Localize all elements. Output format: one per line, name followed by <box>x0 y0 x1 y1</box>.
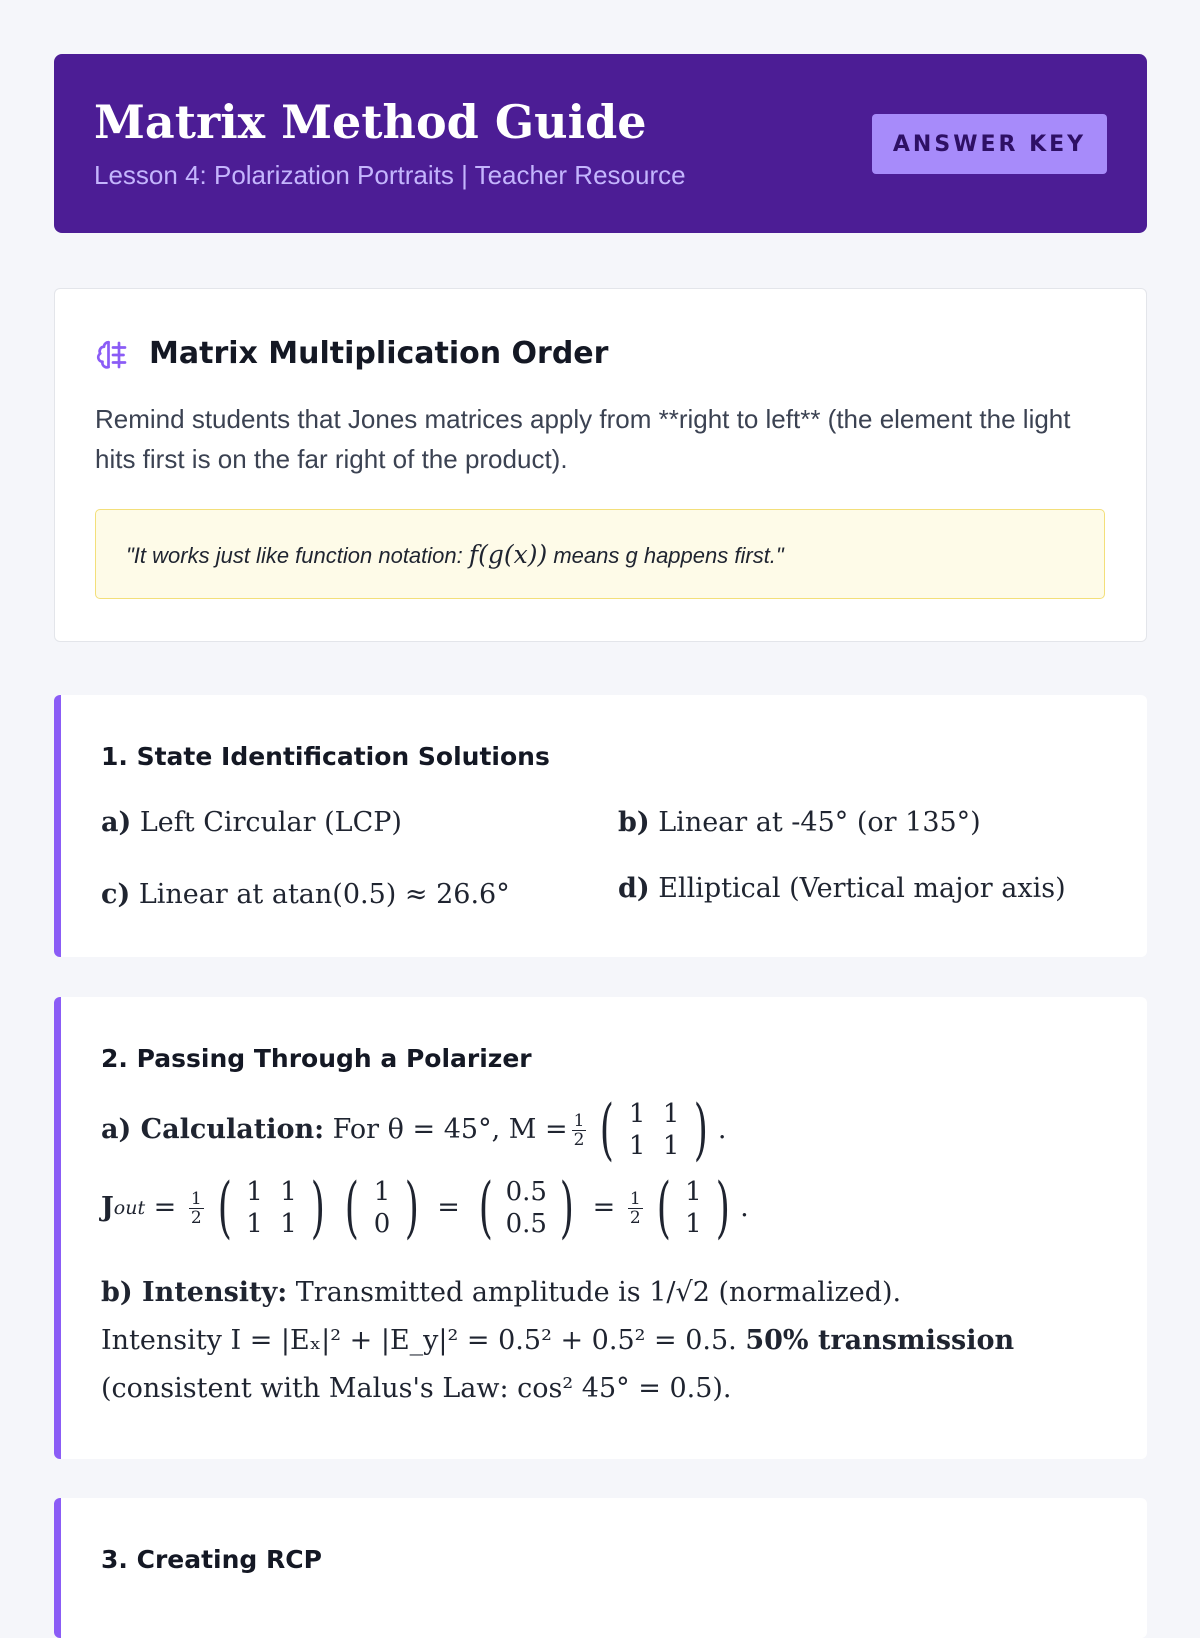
polarizer-matrix: ( 1 1 1 1 ) <box>217 1169 326 1246</box>
page-title: Matrix Method Guide <box>94 95 647 149</box>
intensity-text: Transmitted amplitude is 1/√2 (normalized). <box>295 1277 902 1308</box>
teaching-note-card <box>54 288 1147 642</box>
malus-law-text: (consistent with Malus's Law: cos² 45° = 0.5). <box>101 1373 732 1404</box>
answer-a <box>101 803 402 843</box>
calculation-label: a) Calculation: <box>101 1114 325 1145</box>
quote-post: means g happens first." <box>547 543 784 568</box>
quote-callout <box>95 509 1105 599</box>
answer-text: Elliptical (Vertical major axis) <box>658 873 1066 904</box>
quote-text <box>126 538 784 573</box>
answer-d <box>618 869 1066 909</box>
output-vector: ( 0.5 0.5 ) <box>478 1169 575 1246</box>
answer-key-badge[interactable]: ANSWER KEY <box>872 114 1107 174</box>
fraction-half: $\frac{1}{2}$ <box>573 1110 585 1150</box>
quote-pre: "It works just like function notation: <box>126 543 469 568</box>
note-body: Remind students that Jones matrices apply from **right to left** (the element the light hits first is on the far right of the product). <box>95 404 1071 474</box>
intensity-line <box>101 1273 901 1313</box>
answer-label: a) <box>101 807 132 838</box>
section-creating-rcp <box>54 1498 1147 1638</box>
answer-text: Linear at atan(0.5) ≈ 26.6° <box>138 879 510 910</box>
calculation-text: For θ = 45°, M = <box>332 1114 568 1145</box>
input-vector: ( 1 0 ) <box>345 1169 419 1246</box>
quote-math: f(g(x)) <box>468 540 548 569</box>
answer-text: Left Circular (LCP) <box>139 807 402 838</box>
section-state-identification <box>54 695 1147 957</box>
transmission-result: 50% transmission <box>745 1325 1015 1356</box>
intensity-formula: Intensity I = |Eₓ|² + |E_y|² = 0.5² + 0.5² = 0.5. <box>101 1325 737 1356</box>
section-title: 1. State Identification Solutions <box>101 742 550 771</box>
answer-label: d) <box>618 873 650 904</box>
section-polarizer <box>54 997 1147 1459</box>
fraction-half: $\frac{1}{2}$ <box>190 1188 202 1228</box>
section-title: 3. Creating RCP <box>101 1545 322 1574</box>
answer-text: Linear at -45° (or 135°) <box>658 807 981 838</box>
answer-c <box>101 875 510 915</box>
page-subtitle: Lesson 4: Polarization Portraits | Teacher Resource <box>94 160 686 190</box>
calculation-line: a) Calculation: For θ = 45°, M = $\frac{1}{2}$ ( 1 1 1 1 ) . <box>101 1091 727 1168</box>
polarizer-matrix: ( 1 1 1 1 ) <box>600 1091 709 1168</box>
note-title: Matrix Multiplication Order <box>149 336 609 371</box>
jones-output-line: J out = $\frac{1}{2}$ ( 1 1 1 1 ) ( 1 0 ) = ( 0.5 0.5 ) = $\frac{1}{2}$ ( 1 1 ) . <box>101 1169 749 1246</box>
answer-label: c) <box>101 879 131 910</box>
fraction-half: $\frac{1}{2}$ <box>629 1188 641 1228</box>
brain-icon <box>95 337 131 373</box>
intensity-formula-line <box>101 1321 1014 1361</box>
answer-b <box>618 803 981 843</box>
section-title: 2. Passing Through a Polarizer <box>101 1044 532 1073</box>
header-banner <box>54 54 1147 233</box>
malus-law-line <box>101 1369 732 1409</box>
intensity-label: b) Intensity: <box>101 1277 288 1308</box>
answer-label: b) <box>618 807 650 838</box>
normalized-vector: ( 1 1 ) <box>656 1169 731 1246</box>
